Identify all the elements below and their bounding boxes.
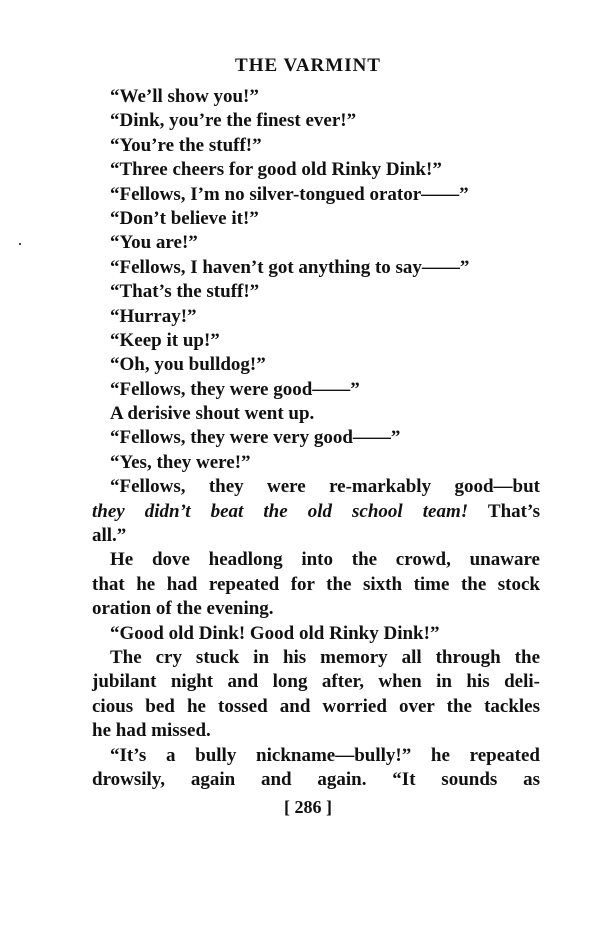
- text-line: “That’s the stuff!”: [110, 281, 260, 303]
- text-line: “Three cheers for good old Rinky Dink!”: [110, 159, 442, 181]
- text-line: A derisive shout went up.: [110, 403, 315, 425]
- text-line: cious bed he tossed and worried over the tackles: [92, 695, 540, 717]
- running-title: THE VARMINT: [235, 55, 381, 76]
- text-line: “Fellows, I haven’t got anything to say——”: [110, 256, 470, 278]
- text-line: “Fellows, they were re-markably good—but: [110, 476, 540, 498]
- text-line: oration of the evening.: [92, 598, 274, 620]
- text-line: “You are!”: [110, 232, 198, 254]
- text-line: “We’ll show you!”: [110, 86, 259, 107]
- text-line: He dove headlong into the crowd, unaware: [110, 549, 540, 571]
- text-line: jubilant night and long after, when in his deli-: [92, 671, 540, 693]
- text-line-mixed: [92, 500, 540, 524]
- text-line: “Yes, they were!”: [110, 451, 251, 473]
- text-line: “Hurray!”: [110, 305, 197, 327]
- text-line: “Oh, you bulldog!”: [110, 354, 266, 376]
- italic-phrase: they didn’t beat the old school team!: [92, 500, 469, 522]
- text-line: that he had repeated for the sixth time the stock: [92, 573, 540, 595]
- page-body: [92, 85, 540, 792]
- text-line: “Dink, you’re the finest ever!”: [110, 110, 357, 132]
- text-line: The cry stuck in his memory all through the: [110, 646, 540, 668]
- text-line: drowsily, again and again. “It sounds as: [92, 768, 540, 790]
- text-line: “Fellows, they were very good——”: [110, 427, 401, 449]
- text-line: “It’s a bully nickname—bully!” he repeated: [110, 744, 540, 766]
- text-line: “Good old Dink! Good old Rinky Dink!”: [110, 622, 440, 644]
- page-number: [ 286 ]: [284, 797, 332, 817]
- text-line: “You’re the stuff!”: [110, 134, 262, 156]
- text-line: all.”: [92, 525, 127, 547]
- text-line: “Keep it up!”: [110, 329, 220, 351]
- text-fragment: That’s: [487, 500, 540, 522]
- text-line: “Don’t believe it!”: [110, 207, 259, 229]
- text-line: “Fellows, I’m no silver-tongued orator——”: [110, 183, 469, 205]
- print-speck: [19, 243, 21, 245]
- text-line: he had missed.: [92, 720, 211, 742]
- text-line: “Fellows, they were good——”: [110, 378, 360, 400]
